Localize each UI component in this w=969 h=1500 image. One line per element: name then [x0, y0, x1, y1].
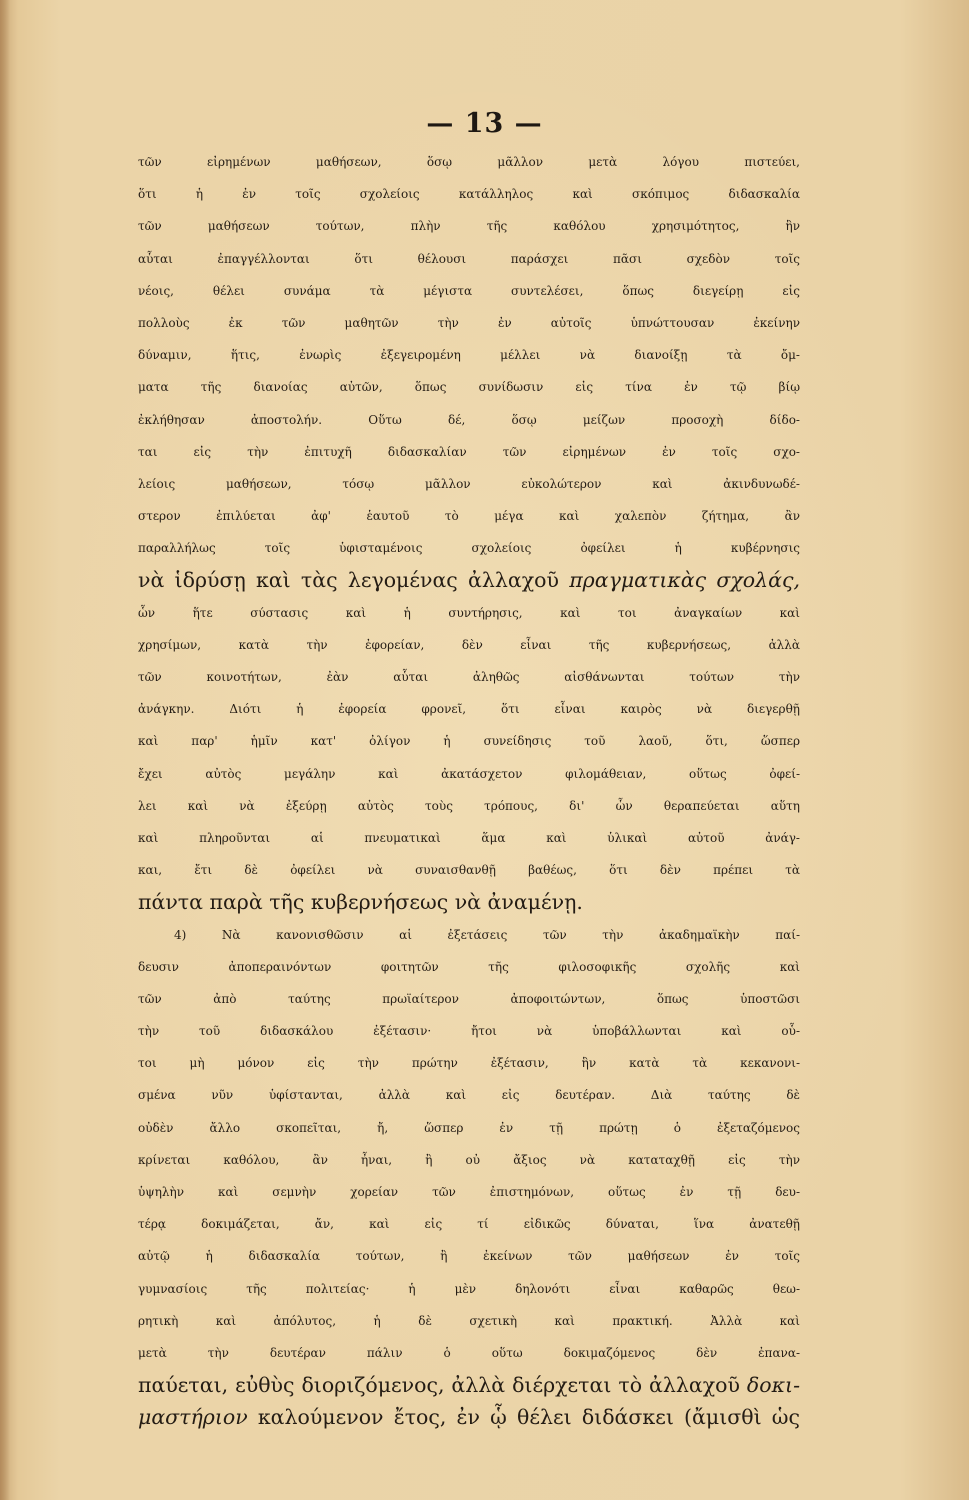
- text-line: ἐκλήθησαν ἀποστολήν. Οὕτω δέ, ὅσῳ μείζων προσοχὴ δίδο-: [138, 412, 800, 427]
- text-line-paragraph-start: 4) Νὰ κανονισθῶσιν αἱ ἐξετάσεις τῶν τὴν ἀκαδημαϊκὴν παί-: [174, 927, 800, 942]
- italic-term: πραγματικὰς σχολάς,: [569, 568, 800, 593]
- text-line: τοι μὴ μόνον εἰς τὴν πρώτην ἐξέτασιν, ἣν κατὰ τὰ κεκανονι-: [138, 1056, 800, 1071]
- text-line: τῶν μαθήσεων τούτων, πλὴν τῆς καθόλου χρησιμότητος, ἣν: [138, 219, 800, 234]
- text-line: σμένα νῦν ὑφίστανται, ἀλλὰ καὶ εἰς δευτέραν. Διὰ ταύτης δὲ: [138, 1088, 800, 1103]
- text-line: ται εἰς τὴν ἐπιτυχῆ διδασκαλίαν τῶν εἰρημένων ἐν τοῖς σχο-: [138, 444, 800, 459]
- text-line: μετὰ τὴν δευτέραν πάλιν ὁ οὕτω δοκιμαζόμενος δὲν ἐπανα-: [138, 1345, 800, 1360]
- text-line: νέοις, θέλει συνάμα τὰ μέγιστα συντελέσει, ὅπως διεγείρῃ εἰς: [138, 283, 800, 298]
- text-line: λείοις μαθήσεων, τόσῳ μᾶλλον εὐκολώτερον καὶ ἀκινδυνωδέ-: [138, 476, 800, 491]
- text-line: τέρᾳ δοκιμάζεται, ἄν, καὶ εἰς τί εἰδικῶς δύναται, ἵνα ἀνατεθῇ: [138, 1217, 800, 1232]
- text-line: τῶν εἰρημένων μαθήσεων, ὅσῳ μᾶλλον μετὰ λόγου πιστεύει,: [138, 155, 800, 169]
- text-line: ὅτι ἡ ἐν τοῖς σχολείοις κατάλληλος καὶ σκόπιμος διδασκαλία: [138, 187, 800, 202]
- text-line: αὐτῷ ἡ διδασκαλία τούτων, ἢ ἐκείνων τῶν μαθήσεων ἐν τοῖς: [138, 1249, 800, 1264]
- text-line: καὶ πληροῦνται αἱ πνευματικαὶ ἅμα καὶ ὑλικαὶ αὐτοῦ ἀνάγ-: [138, 830, 800, 845]
- text-line: πολλοὺς ἐκ τῶν μαθητῶν τὴν ἐν αὐτοῖς ὑπνώττουσαν ἐκείνην: [138, 315, 800, 330]
- text-line: νὰ ἱδρύσῃ καὶ τὰς λεγομένας ἀλλαχοῦ πραγματικὰς σχολάς,: [138, 568, 800, 593]
- body-text: [138, 146, 800, 1434]
- text-line: τῶν ἀπὸ ταύτης πρωϊαίτερον ἀποφοιτώντων, ὅπως ὑποστῶσι: [138, 991, 800, 1006]
- text-line: δύναμιν, ἥτις, ἐνωρὶς ἐξεγειρομένη μέλλει νὰ διανοίξῃ τὰ ὄμ-: [138, 348, 800, 363]
- text-line: ρητικὴ καὶ ἀπόλυτος, ἡ δὲ σχετικὴ καὶ πρακτική. Ἀλλὰ καὶ: [138, 1313, 800, 1328]
- text-line: ὧν ἥτε σύστασις καὶ ἡ συντήρησις, καὶ τοι ἀναγκαίων καὶ: [138, 605, 800, 620]
- text-line: τὴν τοῦ διδασκάλου ἐξέτασιν· ἤτοι νὰ ὑποβάλλωνται καὶ οὗ-: [138, 1024, 800, 1039]
- text-line: τῶν κοινοτήτων, ἐὰν αὗται ἀληθῶς αἰσθάνωνται τούτων τὴν: [138, 670, 800, 684]
- text-line: μαστήριον καλούμενον ἔτος, ἐν ᾧ θέλει διδάσκει (ἄμισθὶ ὡς: [138, 1405, 800, 1430]
- italic-term: δοκι-: [746, 1373, 800, 1398]
- text-line: ἀνάγκην. Διότι ἡ ἐφορεία φρονεῖ, ὅτι εἶναι καιρὸς νὰ διεγερθῇ: [138, 702, 800, 717]
- page-spine-shadow: [0, 0, 10, 1500]
- text-line: ὑψηλὴν καὶ σεμνὴν χορείαν τῶν ἐπιστημόνων, οὕτως ἐν τῇ δευ-: [138, 1185, 800, 1199]
- text-line: πάντα παρὰ τῆς κυβερνήσεως νὰ ἀναμένῃ.: [138, 890, 583, 915]
- text-line: χρησίμων, κατὰ τὴν ἐφορείαν, δὲν εἶναι τῆς κυβερνήσεως, ἀλλὰ: [138, 637, 800, 652]
- text-line: λει καὶ νὰ ἐξεύρῃ αὐτὸς τοὺς τρόπους, δι' ὧν θεραπεύεται αὕτη: [138, 798, 800, 813]
- italic-term: μαστήριον: [138, 1405, 248, 1430]
- text-line: παύεται, εὐθὺς διοριζόμενος, ἀλλὰ διέρχεται τὸ ἀλλαχοῦ δοκι-: [138, 1373, 800, 1398]
- text-line: οὐδὲν ἄλλο σκοπεῖται, ἤ, ὥσπερ ἐν τῇ πρώτῃ ὁ ἐξεταζόμενος: [138, 1120, 800, 1135]
- text-line: παραλλήλως τοῖς ὑφισταμένοις σχολείοις ὀφείλει ἡ κυβέρνησις: [138, 541, 800, 556]
- text-line: κρίνεται καθόλου, ἂν ἦναι, ἢ οὐ ἄξιος νὰ καταταχθῇ εἰς τὴν: [138, 1152, 800, 1167]
- text-line: ματα τῆς διανοίας αὐτῶν, ὅπως συνίδωσιν εἰς τίνα ἐν τῷ βίῳ: [138, 380, 800, 395]
- text-line: στερον ἐπιλύεται ἀφ' ἑαυτοῦ τὸ μέγα καὶ χαλεπὸν ζήτημα, ἂν: [138, 509, 800, 524]
- text-line: καὶ παρ' ἡμῖν κατ' ὀλίγον ἡ συνείδησις τοῦ λαοῦ, ὅτι, ὥσπερ: [138, 734, 800, 749]
- text-line: ἔχει αὐτὸς μεγάλην καὶ ἀκατάσχετον φιλομάθειαν, οὕτως ὀφεί-: [138, 766, 800, 781]
- page-number: — 13 —: [426, 108, 543, 139]
- text-line: δευσιν ἀποπεραινόντων φοιτητῶν τῆς φιλοσοφικῆς σχολῆς καὶ: [138, 959, 800, 974]
- text-line: γυμνασίοις τῆς πολιτείας· ἡ μὲν δηλονότι εἶναι καθαρῶς θεω-: [138, 1281, 800, 1296]
- text-line: αὗται ἐπαγγέλλονται ὅτι θέλουσι παράσχει πᾶσι σχεδὸν τοῖς: [138, 251, 800, 266]
- text-line: και, ἔτι δὲ ὀφείλει νὰ συναισθανθῇ βαθέως, ὅτι δὲν πρέπει τὰ: [138, 863, 800, 878]
